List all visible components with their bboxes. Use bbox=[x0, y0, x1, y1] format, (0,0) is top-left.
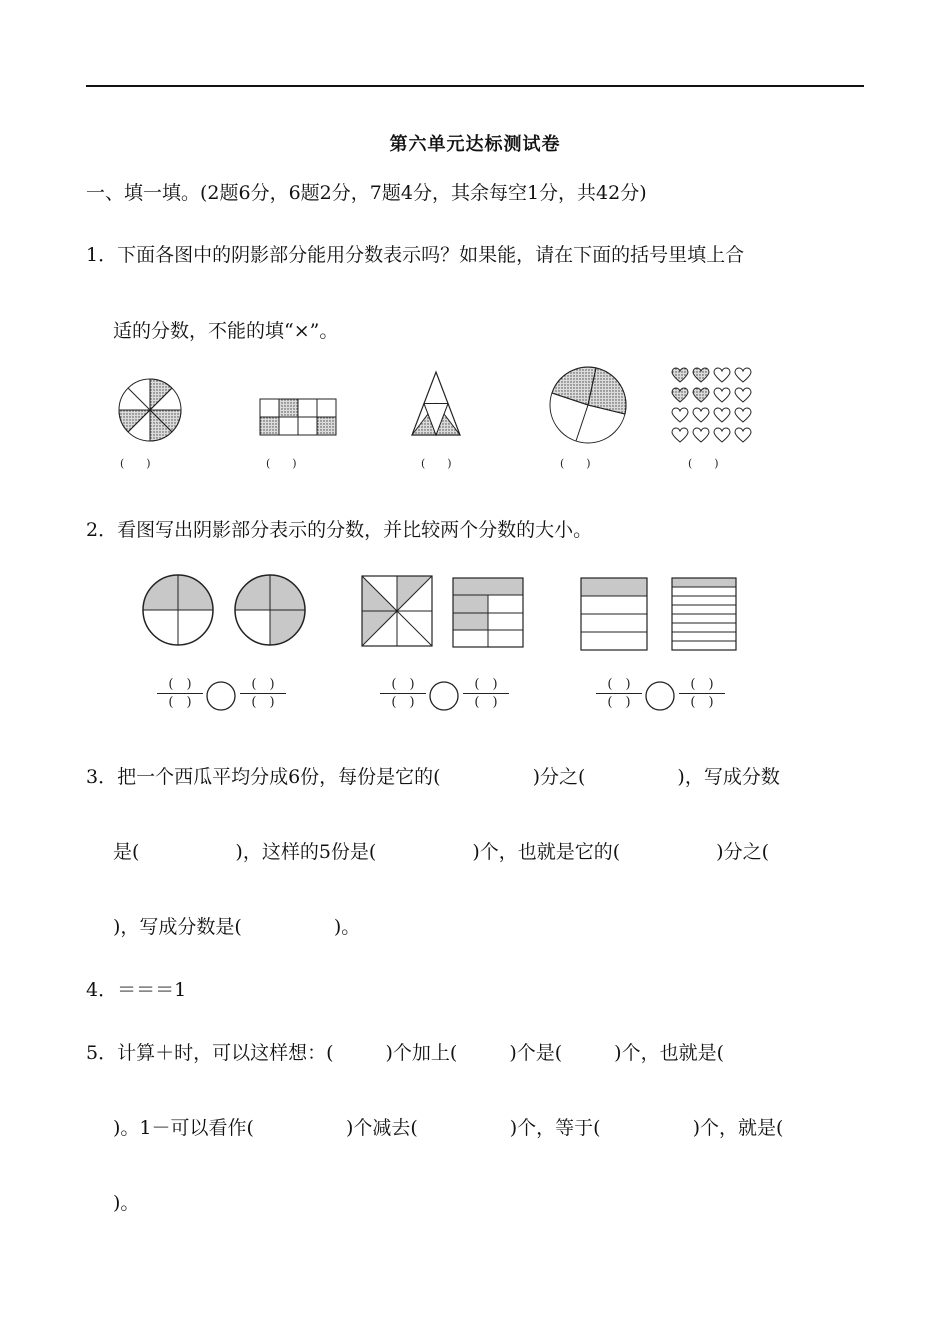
top-rule bbox=[86, 85, 864, 87]
figure-hearts bbox=[672, 368, 751, 442]
answer-paren-3[interactable]: ( ) bbox=[421, 457, 452, 470]
question-2-figures bbox=[140, 572, 750, 658]
fraction-slot-2[interactable]: ( ) ( ) bbox=[240, 677, 286, 710]
question-3-line-2: 是( )，这样的5份是( )个，也就是它的( )分之( bbox=[113, 841, 769, 863]
fraction-slot-4[interactable]: ( ) ( ) bbox=[463, 677, 509, 710]
question-3-line-1: 3．把一个西瓜平均分成6份，每份是它的( )分之( )，写成分数 bbox=[86, 766, 780, 788]
figure-circle-quarter-b bbox=[235, 575, 305, 645]
figure-square-eighths bbox=[362, 576, 432, 646]
figure-rect-eighths bbox=[672, 578, 736, 650]
question-5-line-2: )。1－可以看作( )个减去( )个，等于( )个，就是( bbox=[113, 1117, 784, 1139]
fraction-slot-3[interactable]: ( ) ( ) bbox=[380, 677, 426, 710]
question-1-line-2: 适的分数，不能的填“×”。 bbox=[113, 320, 339, 342]
question-3-line-3: )，写成分数是( )。 bbox=[113, 916, 361, 938]
answer-paren-5[interactable]: ( ) bbox=[688, 457, 719, 470]
fraction-slot-6[interactable]: ( ) ( ) bbox=[679, 677, 725, 710]
question-5-line-3: )。 bbox=[113, 1192, 140, 1214]
figure-circle-unequal bbox=[550, 367, 626, 443]
answer-paren-1[interactable]: ( ) bbox=[120, 457, 151, 470]
question-1-line-1: 1．下面各图中的阴影部分能用分数表示吗？如果能，请在下面的括号里填上合 bbox=[86, 244, 745, 266]
figure-circle-quarter-a bbox=[143, 575, 213, 645]
fraction-slot-5[interactable]: ( ) ( ) bbox=[596, 677, 642, 710]
fraction-slot-1[interactable]: ( ) ( ) bbox=[157, 677, 203, 710]
compare-circle-2[interactable] bbox=[428, 680, 460, 712]
figure-circle-eighths bbox=[119, 379, 181, 441]
figure-rectangle-grid bbox=[260, 399, 336, 435]
figure-rect-sixths bbox=[453, 578, 523, 647]
question-4-text: 4．＝＝＝1 bbox=[86, 979, 187, 1001]
answer-paren-4[interactable]: ( ) bbox=[560, 457, 591, 470]
figure-rect-fourths bbox=[581, 578, 647, 650]
compare-circle-3[interactable] bbox=[644, 680, 676, 712]
question-5-line-1: 5．计算＋时，可以这样想：( )个加上( )个是( )个，也就是( bbox=[86, 1042, 724, 1064]
section-heading: 一、填一填。(2题6分，6题2分，7题4分，其余每空1分，共42分) bbox=[86, 182, 647, 204]
question-1-figures bbox=[110, 362, 830, 450]
page-title: 第六单元达标测试卷 bbox=[389, 134, 561, 155]
figure-triangle bbox=[412, 372, 460, 435]
compare-circle-1[interactable] bbox=[205, 680, 237, 712]
answer-paren-2[interactable]: ( ) bbox=[266, 457, 297, 470]
question-2-text: 2．看图写出阴影部分表示的分数，并比较两个分数的大小。 bbox=[86, 519, 593, 541]
